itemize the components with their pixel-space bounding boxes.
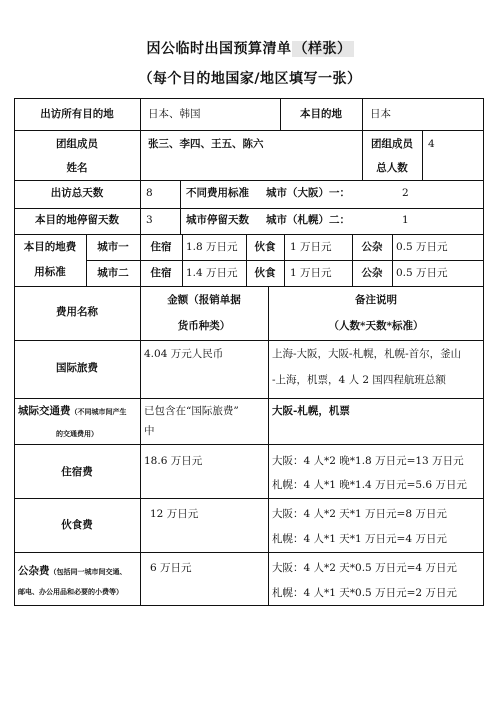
city2-meals-value: 1 万日元 [290, 267, 332, 279]
remark-header-line2: （人数*天数*标准） [328, 320, 424, 332]
local-days-label: 本目的地停留天数 [35, 214, 119, 226]
budget-table [14, 98, 484, 606]
city1-label: 城市一 [97, 241, 129, 253]
members-label-line2: 姓名 [66, 162, 88, 174]
lodging-label-city2: 住宿 [150, 267, 172, 279]
col-divider [180, 180, 181, 234]
local-days-value: 3 [146, 214, 153, 226]
row-divider [14, 444, 484, 445]
this-destination-label: 本目的地 [300, 108, 342, 120]
total-people-label-line2: 总人数 [376, 162, 408, 174]
col-divider [140, 98, 141, 234]
total-people-label-line1: 团组成员 [371, 138, 413, 150]
misc-label-city2: 公杂 [361, 267, 383, 279]
misc-note-line1: （包括同一城市间交通、 [49, 567, 127, 576]
this-destination-value: 日本 [370, 108, 391, 120]
col-divider [140, 286, 141, 606]
total-days-label: 出访总天数 [50, 187, 104, 199]
intercity-amount-line1: 已包含在“国际旅费” [144, 405, 239, 417]
city1-lodging-value: 1.8 万日元 [186, 241, 238, 253]
city-sapporo-days: 1 [402, 214, 409, 226]
city-stay-days-label: 城市停留天数 [186, 214, 249, 226]
lodging-remark-line1: 大阪：4 人*2 晚*1.8 万日元=13 万日元 [272, 455, 464, 467]
members-value: 张三、李四、王五、陈六 [148, 138, 264, 150]
misc-note-line2: 邮电、办公用品和必要的小费等） [18, 587, 123, 596]
fee-standard-label-line2: 用标准 [34, 266, 66, 278]
title-sample-tag: （样张） [293, 41, 352, 57]
amount-header-line1: 金额（报销单据 [167, 294, 241, 306]
row-divider [14, 130, 484, 131]
meal-remark-line2: 札幌：4 人*1 天*1 万日元=4 万日元 [272, 533, 447, 545]
row-divider [14, 208, 484, 209]
col-divider [362, 98, 363, 130]
misc-fee-amount: 6 万日元 [150, 562, 192, 574]
intercity-note-line1: （不同城市间产生 [70, 407, 127, 416]
misc-label-city1: 公杂 [361, 241, 383, 253]
city2-lodging-value: 1.4 万日元 [186, 267, 238, 279]
intercity-remark: 大阪-札幌，机票 [272, 405, 350, 417]
document-title [0, 38, 500, 58]
col-divider [268, 286, 269, 606]
col-divider [284, 234, 285, 286]
misc-remark-line1: 大阪：4 人*2 天*0.5 万日元=4 万日元 [272, 562, 457, 574]
members-label-line1: 团组成员 [56, 138, 98, 150]
amount-header-line2: 货币种类） [177, 320, 231, 332]
intercity-label [18, 405, 127, 418]
intl-travel-remark-line1: 上海-大阪，大阪-札幌，札幌-首尔，釜山 [272, 348, 462, 360]
lodging-fee-amount: 18.6 万日元 [144, 455, 203, 467]
city2-misc-value: 0.5 万日元 [396, 267, 448, 279]
intl-travel-amount: 4.04 万元人民币 [144, 348, 224, 360]
meal-fee-label: 伙食费 [61, 519, 93, 531]
city1-meals-value: 1 万日元 [290, 241, 332, 253]
col-divider [392, 234, 393, 286]
intercity-note-line2: 的交通费用） [56, 429, 98, 438]
row-divider [14, 340, 484, 341]
intercity-label-text: 城际交通费 [18, 405, 71, 417]
meals-label-city2: 伙食 [254, 267, 276, 279]
row-divider [14, 398, 484, 399]
table-border-top [14, 98, 484, 99]
city-osaka-days: 2 [402, 187, 409, 199]
fee-standard-label-line1: 本目的地费 [23, 241, 77, 253]
lodging-label-city1: 住宿 [150, 241, 172, 253]
different-standard-label: 不同费用标准 [186, 187, 249, 199]
intl-travel-label: 国际旅费 [56, 362, 98, 374]
destinations-label: 出访所有目的地 [40, 108, 114, 120]
lodging-remark-line2: 札幌：4 人*1 晚*1.4 万日元=5.6 万日元 [272, 479, 467, 491]
table-border-bottom [14, 605, 484, 606]
city-osaka-label: 城市（大阪）一： [266, 187, 350, 199]
row-divider [14, 180, 484, 181]
remark-header-line1: 备注说明 [355, 294, 397, 306]
row-divider [14, 234, 484, 235]
fee-name-header: 费用名称 [56, 306, 98, 318]
intercity-amount-line2: 中 [144, 425, 155, 437]
meal-remark-line1: 大阪：4 人*2 天*1 万日元=8 万日元 [272, 508, 447, 520]
intl-travel-remark-line2: -上海，机票，4 人 2 国四程航班总额 [272, 374, 446, 386]
city1-misc-value: 0.5 万日元 [396, 241, 448, 253]
total-people-value: 4 [428, 138, 435, 150]
meals-label-city1: 伙食 [254, 241, 276, 253]
city-sapporo-label: 城市（札幌）二： [266, 214, 350, 226]
destinations-value: 日本、韩国 [148, 108, 201, 120]
title-main: 因公临时出国预算清单 [146, 41, 292, 57]
col-divider [422, 130, 423, 180]
col-divider [182, 234, 183, 286]
misc-fee-label-text: 公杂费 [18, 565, 50, 577]
row-divider [14, 498, 484, 499]
row-divider [14, 286, 484, 287]
misc-remark-line2: 札幌：4 人*1 天*0.5 万日元=2 万日元 [272, 587, 457, 599]
misc-fee-label [18, 565, 127, 578]
city2-label: 城市二 [97, 267, 129, 279]
row-divider [86, 260, 484, 261]
meal-fee-amount: 12 万日元 [150, 508, 199, 520]
document-subtitle: （每个目的地国家/地区填写一张） [138, 71, 362, 87]
row-divider [14, 552, 484, 553]
lodging-fee-label: 住宿费 [61, 466, 93, 478]
total-days-value: 8 [146, 187, 153, 199]
table-border-right [483, 98, 484, 606]
